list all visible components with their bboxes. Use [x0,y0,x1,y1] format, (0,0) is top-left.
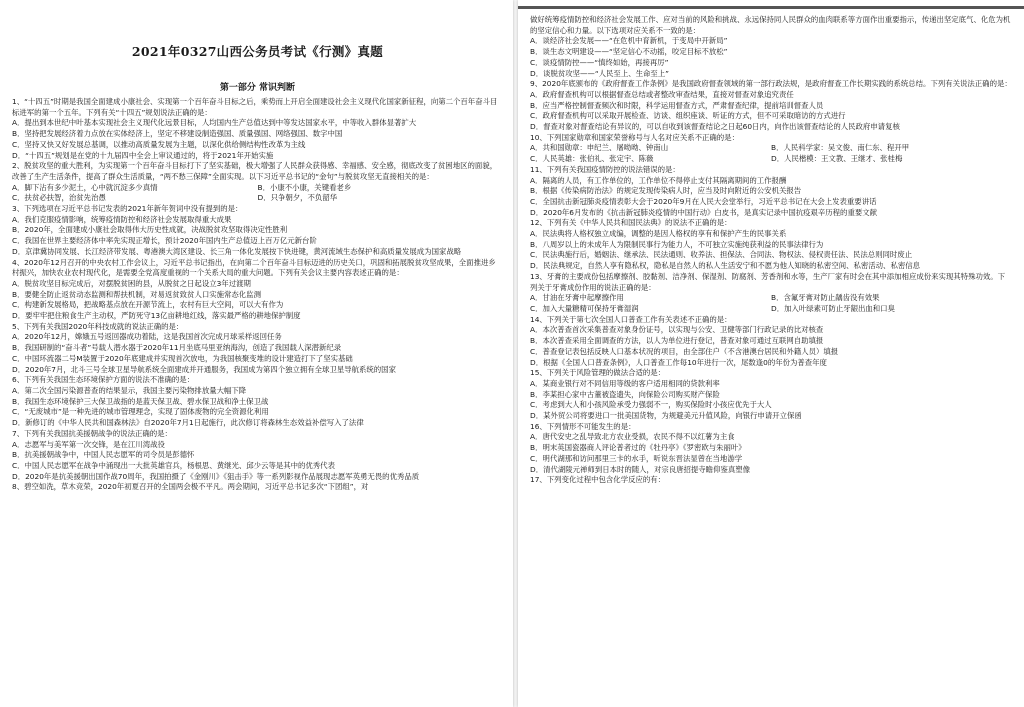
answer-option: B．我国研制的“奋斗者”号载人潜水器于2020年11月坐底马里亚纳海沟，创造了我国载人深潜新纪录 [12,343,342,353]
answer-option: A．第二次全国污染源普查的结果显示，我国主要污染物排放量大幅下降 [12,385,247,395]
answer-option: D．民法典规定，自然人享有隐私权，隐私是自然人的私人生活安宁和不愿为他人知晓的私密空间、私密活动、私密信息 [530,261,921,271]
answer-option: A．唐代安史之乱导致北方农业受损，农民不得不以红薯为主食 [530,432,735,442]
answer-option: D．谈脱贫攻坚——“人民至上、生命至上” [530,68,669,78]
question-item [12,375,503,429]
answer-option: D．新修订的《中华人民共和国森林法》自2020年7月1日起施行，此次修订将森林生态效益补偿写入了法律 [12,418,364,428]
answer-option: C．中国人民志愿军在战争中涌现出一大批英雄官兵，杨根思、黄继光、邱少云等是其中的优秀代表 [12,460,335,470]
answer-option: A．脚下沾有多少泥土，心中就沉淀多少真情 [12,182,158,192]
answer-option: C．坚持又快又好发展总基调，以推动高质量发展为主题，以深化供给侧结构性改革为主线 [12,139,306,149]
question-item [530,315,1012,369]
question-item [530,165,1012,219]
answer-option: A．本次普查首次采集普查对象身份证号，以实现与公安、卫健等部门行政记录的比对核查 [530,325,824,335]
answer-option: B．八周岁以上的未成年人为限制民事行为能力人，不可独立实施纯获利益的民事法律行为 [530,239,824,249]
question-item [530,133,1012,165]
answer-option: D．2020年6月发布的《抗击新冠肺炎疫情的中国行动》白皮书，是真实记录中国抗疫艰辛历程的重要文献 [530,207,878,217]
page-top-rule [518,6,1024,9]
answer-option: D．根据《全国人口普查条例》，人口普查工作每10年进行一次，尾数逢0的年份为普查年度 [530,357,827,367]
answer-option: B．谈生态文明建设——“坚定信心不动摇，咬定目标不放松” [530,47,728,57]
answer-option: B．明末英国瓷器商人评论普者过的《牡丹亭》《罗密欧与朱丽叶》 [530,443,746,453]
answer-option: A．谈经济社会发展——“在危机中育新机，于变局中开新局” [530,36,728,46]
question-item [530,79,1012,133]
question-stem: 2、脱贫攻坚的重大胜利，为实现第一个百年奋斗目标打下了坚实基础，极大增强了人民群众获得感、幸福感、安全感，彻底改变了贫困地区的面貌，改善了生产生活条件，提高了群众生活质量，“两不愁三保障”全面实现。以下习近平总书记的“金句”与脱贫攻坚无直接相关的是： [12,161,498,181]
answer-option: B．含氟牙膏对防止龋齿没有效果 [771,293,880,303]
question-stem: 3、下列选项在习近平总书记发表的2021年新年贺词中没有提到的是： [12,204,243,214]
question-item [530,15,1012,79]
answer-option: B．抗美援朝战争中，中国人民志愿军的司令员是彭德怀 [12,450,195,460]
question-stem: 4、2020年12月召开的中央农村工作会议上，习近平总书记指出，在向第二个百年奋斗目标迈进的历史关口，巩固和拓展脱贫攻坚成果，全面推进乡村振兴，加快农业农村现代化，是需要全党高度重视的一个关系大局的重大问题。下列有关会议主要内容表述正确的是： [12,257,496,278]
answer-option: B．2020年，全面建成小康社会取得伟大历史性成就，决战脱贫攻坚取得决定性胜利 [12,225,288,235]
answer-option: C．考虑到大人和小孩风险承受力强弱不一，购买保险时小孩应优先于大人 [530,400,772,410]
question-item [530,272,1012,315]
question-item [12,258,503,322]
answer-option: D．2020年7月，北斗三号全球卫星导航系统全面建成并开通服务，我国成为第四个独立拥有全球卫星导航系统的国家 [12,364,396,374]
answer-option: C．加入大量糖精可保持牙膏湿润 [530,303,639,313]
question-item [530,218,1012,272]
question-item [530,422,1012,476]
left-question-list [12,97,503,493]
answer-option: B．坚持把发展经济着力点放在实体经济上，坚定不移建设制造强国、质量强国、网络强国、数字中国 [12,129,343,139]
answer-option: C．明代湖那和访问那里三卡的水手，听说东晋法显曾在当地游学 [530,453,743,463]
answer-option: C．普查登记表包括反映人口基本状况的项目，由全部住户（不含港澳台居民和外籍人员）填报 [530,346,839,356]
question-stem: 9、2020年底颁布的《政府督查工作条例》是我国政府督查领域的第一部行政法规，是政府督查工作长期实践的系统总结。下列有关说法正确的是： [530,79,1012,89]
question-stem: 14、下列关于第七次全国人口普查工作有关表述不正确的是： [530,314,732,324]
question-stem: 7、下列有关我国抗美援朝战争的说法正确的是： [12,428,172,438]
question-item [12,482,503,493]
answer-option-row [530,143,1012,154]
answer-option: D．清代湖陵元禅师到日本时的随人，对宗良唐招提寺瞻仰鉴真塑像 [530,464,751,474]
question-stem: 10、下列国家勋章和国家荣誉称号与人名对应关系不正确的是： [530,132,739,142]
answer-option: A．民法典将人格权独立成编，调整的是因人格权的享有和保护产生的民事关系 [530,229,787,239]
question-stem: 13、牙膏的主要成份包括摩擦剂、胶黏剂、洁净剂、保湿剂、防腐剂、芳香剂和水等，生产厂家有时会在其中添加相应成份来实现其特殊功效。下列关于牙膏成份作用的说法正确的是： [530,271,1006,292]
answer-option: D．2020年是抗美援朝出国作战70周年，我国拍摄了《金刚川》《狙击手》等一系列影视作品展现志愿军英勇无畏的优秀品质 [12,471,420,481]
answer-option: B．根据《传染病防治法》的规定发现传染病人时，应当及时向附近的公安机关报告 [530,186,802,196]
answer-option: B．李某担心家中古董被盗遗失，向保险公司购买财产保险 [530,389,720,399]
answer-option: A．隔离的人员，有工作单位的，工作单位不得停止支付其隔离期间的工作报酬 [530,175,787,185]
answer-option-row [530,293,1012,304]
answer-option: A．2020年12月，嫦娥五号返回器成功着陆，这是我国首次完成月球采样返回任务 [12,332,282,342]
answer-option: A．甘油在牙膏中起摩擦作用 [530,293,624,303]
answer-option: C．人民英雄：张伯礼、张定宇、陈薇 [530,154,654,164]
answer-option: B．人民科学家：吴文俊、南仁东、程开甲 [771,143,910,153]
answer-option-row [530,154,1012,165]
answer-option: C．中国环流器二号M装置于2020年底建成并实现首次放电，为我国核聚变堆的设计建造打下了坚实基础 [12,353,353,363]
answer-option: A．脱贫攻坚目标完成后，对摆脱贫困的县，从脱贫之日起设立3年过渡期 [12,278,251,288]
document-title: 2021年0327山西公务员考试《行测》真题 [131,44,384,59]
question-item [530,475,1012,486]
question-stem: 1、“十四五”时期是我国全面建成小康社会、实现第一个百年奋斗目标之后，乘势而上开启全面建设社会主义现代化国家新征程，向第二个百年奋斗目标进军的第一个五年。下列有关“十四五”规划说法正确的是： [12,97,498,117]
answer-option: A．志愿军与美军第一次交锋，是在江川湾战役 [12,439,165,449]
answer-option-row [12,183,503,194]
answer-option: A．共和国勋章：申纪兰、屠呦呦、钟南山 [530,143,669,153]
answer-option: D．只争朝夕，不负韶华 [257,193,338,203]
answer-option: C．“无废城市”是一种先进的城市管理理念，实现了固体废物的完全资源化利用 [12,407,269,417]
question-item [12,97,503,161]
answer-option: C．全国抗击新冠肺炎疫情表彰大会于2020年9月在人民大会堂举行，习近平总书记在大会上发表重要讲话 [530,196,877,206]
question-item [530,368,1012,422]
answer-option: D．人民楷模：王文教、王继才、张桂梅 [771,154,903,164]
answer-option: C．政府督查机构可以采取开展检查、访谈、组织座谈、听证的方式，但不可采取暗访的方式进行 [530,111,846,121]
answer-option: D．加入叶绿素可防止牙龈出血和口臭 [771,303,895,313]
question-stem: 17、下列变化过程中包含化学反应的有： [530,475,666,485]
answer-option: D．督查对象对督查结论有异议的，可以自收到该督查结论之日起60日内，向作出该督查结论的人民政府申请复核 [530,122,900,132]
section-heading: 第一部分 常识判断 [219,83,296,93]
answer-option: C．民法典施行后，婚姻法、继承法、民法通则、收养法、担保法、合同法、物权法、侵权责任法、民法总则同时废止 [530,250,913,260]
question-stem: 15、下列关于风险管理的做法合适的是： [530,368,666,378]
answer-option: C．扶贫必扶智，治贫先治愚 [12,193,106,203]
question-item [12,429,503,483]
answer-option: D．要牢牢把住粮食生产主动权，严防死守13亿亩耕地红线，落实最严格的耕地保护制度 [12,311,301,321]
answer-option: A．某商业银行对不同信用等级的客户适用相同的贷款利率 [530,378,720,388]
answer-option: C．构建新发展格局，把战略基点放在开源节流上，农村有巨大空间，可以大有作为 [12,300,284,310]
answer-option-row [530,304,1012,315]
answer-option: D．“十四五”规划是在党的十九届四中全会上审议通过的，将于2021年开始实施 [12,150,274,160]
answer-option: A．政府督查机构可以根据督查总结或者整改审查结果，直接对督查对象追究责任 [530,89,794,99]
answer-option: D．某外贸公司将要进口一批美国货物，为规避美元升值风险，向银行申请开立保函 [530,411,802,421]
question-stem: 11、下列有关我国疫情防控的说法错误的是： [530,164,680,174]
answer-option: A．我们克服疫情影响，统筹疫情防控和经济社会发展取得重大成果 [12,214,232,224]
answer-option: B．我国生态环境保护三大保卫战指的是蓝天保卫战、碧水保卫战和净土保卫战 [12,396,269,406]
question-item [12,204,503,258]
answer-option-row [12,193,503,204]
answer-option: C．我国在世界主要经济体中率先实现正增长，预计2020年国内生产总值迈上百万亿元新台阶 [12,236,317,246]
answer-option: B．应当严格控制督查频次和时限，科学运用督查方式，严肃督查纪律，提前培训督查人员 [530,100,824,110]
answer-option: B．要健全防止返贫动态监测和帮扶机制，对易返贫致贫人口实施常态化监测 [12,289,261,299]
answer-option: B．本次普查采用全面调查的方法，以人为单位进行登记，普查对象可通过互联网自助填报 [530,336,824,346]
question-stem: 8、碧空如洗，草木竞荣，2020年初夏召开的全国两会极不平凡。两会期间，习近平总书记多次“下团组”，对 [12,482,369,492]
question-stem: 12、下列有关《中华人民共和国民法典》的说法不正确的是： [530,218,732,228]
document-page-right [518,0,1024,707]
question-stem: 做好统筹疫情防控和经济社会发展工作、应对当前的风险和挑战、永远保持同人民群众的血肉联系等方面作出重要指示，传递出坚定底气、化危为机的坚定信心和力量。以下选项对应关系不一致的是： [530,15,1011,35]
question-stem: 6、下列有关我国生态环境保护方面的说法不准确的是： [12,375,195,385]
question-stem: 5、下列有关我国2020年科技成就的说法正确的是： [12,321,184,331]
answer-option: C．谈疫情防控——“慎终如始，再接再厉” [530,57,669,67]
answer-option: A．提出到本世纪中叶基本实现社会主义现代化远景目标，人均国内生产总值达到中等发达国家水平，中等收入群体显著扩大 [12,118,417,128]
question-stem: 16、下列情形不可能发生的是： [530,421,636,431]
answer-option: B．小康不小康，关键看老乡 [257,182,352,192]
answer-option: D．京津冀协同发展、长江经济带发展、粤港澳大湾区建设、长三角一体化发展按下快进键，黄河流域生态保护和高质量发展成为国家战略 [12,246,462,256]
question-item [12,161,503,204]
question-item [12,322,503,376]
right-question-list [530,15,1012,486]
